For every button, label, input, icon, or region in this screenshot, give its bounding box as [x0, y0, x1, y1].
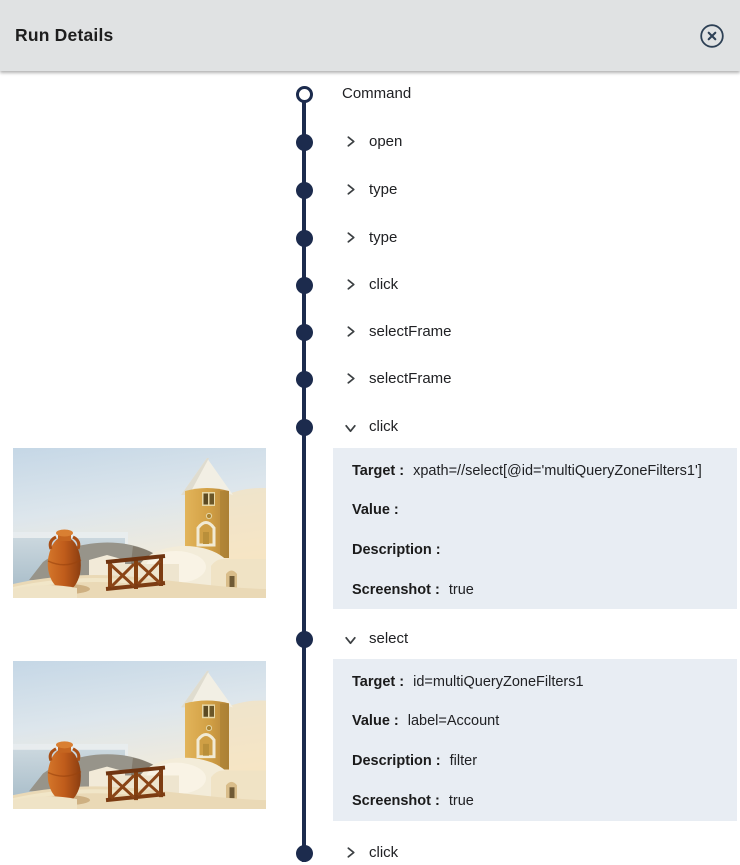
detail-value: id=multiQueryZoneFilters1: [413, 673, 584, 690]
timeline-node-dot: [296, 324, 313, 341]
page-title: Run Details: [15, 25, 114, 45]
command-label[interactable]: type: [369, 229, 398, 246]
detail-row-description: [352, 530, 737, 570]
detail-value: xpath=//select[@id='multiQueryZoneFilters1']: [413, 462, 702, 479]
chevron-right-icon[interactable]: [344, 183, 357, 196]
detail-value: true: [448, 581, 474, 598]
command-label[interactable]: click: [369, 276, 399, 293]
detail-row-value: [352, 702, 737, 742]
timeline-node-dot: [296, 845, 313, 862]
timeline-node-dot: [296, 182, 313, 199]
command-label[interactable]: open: [369, 133, 403, 150]
chevron-down-icon[interactable]: [344, 634, 357, 647]
timeline-item-open[interactable]: [0, 130, 740, 154]
timeline-item-selectframe[interactable]: [0, 320, 740, 344]
command-label[interactable]: click: [369, 418, 399, 435]
timeline-item-selectframe[interactable]: [0, 367, 740, 391]
run-details-body: [0, 71, 740, 862]
timeline-node-dot: [296, 371, 313, 388]
chevron-right-icon[interactable]: [344, 846, 357, 859]
detail-row-description: [352, 741, 737, 781]
chevron-right-icon[interactable]: [344, 135, 357, 148]
detail-label: Description :: [352, 752, 441, 769]
timeline-column-label: Command: [342, 85, 412, 102]
detail-label: Value :: [352, 502, 399, 519]
timeline-start-node: [296, 86, 313, 103]
detail-label: Value :: [352, 713, 399, 730]
chevron-down-icon[interactable]: [344, 422, 357, 435]
detail-row-screenshot: [352, 570, 737, 609]
run-details-header: [0, 0, 740, 71]
detail-value: filter: [449, 752, 478, 769]
timeline-item-click-expanded[interactable]: [0, 415, 740, 439]
command-label[interactable]: click: [369, 844, 399, 861]
timeline-item-click[interactable]: [0, 273, 740, 297]
detail-value: true: [448, 792, 474, 809]
command-label[interactable]: selectFrame: [369, 323, 452, 340]
detail-row-value: [352, 491, 737, 531]
command-label[interactable]: type: [369, 181, 398, 198]
detail-row-target: [352, 451, 737, 491]
timeline-item-type[interactable]: [0, 178, 740, 202]
chevron-right-icon[interactable]: [344, 278, 357, 291]
command-details-panel: [333, 659, 737, 821]
timeline-item-type[interactable]: [0, 226, 740, 250]
timeline-node-dot: [296, 419, 313, 436]
chevron-right-icon[interactable]: [344, 231, 357, 244]
screenshot-thumbnail[interactable]: [13, 448, 266, 598]
timeline-node-dot: [296, 277, 313, 294]
timeline-node-dot: [296, 631, 313, 648]
detail-label: Screenshot :: [352, 792, 440, 809]
santorini-photo-scene: [13, 448, 266, 598]
command-label[interactable]: selectFrame: [369, 370, 452, 387]
timeline-node-dot: [296, 134, 313, 151]
detail-row-target: [352, 662, 737, 702]
close-button[interactable]: [699, 23, 725, 49]
detail-row-screenshot: [352, 781, 737, 821]
timeline-line: [302, 93, 306, 862]
detail-label: Description :: [352, 541, 441, 558]
timeline-node-dot: [296, 230, 313, 247]
chevron-right-icon[interactable]: [344, 325, 357, 338]
detail-label: Target :: [352, 462, 405, 479]
detail-label: Target :: [352, 673, 405, 690]
command-details-panel: [333, 448, 737, 609]
command-label[interactable]: select: [369, 630, 409, 647]
detail-label: Screenshot :: [352, 581, 440, 598]
screenshot-thumbnail[interactable]: [13, 661, 266, 809]
timeline-item-click[interactable]: [0, 841, 740, 865]
chevron-right-icon[interactable]: [344, 372, 357, 385]
detail-value: label=Account: [407, 713, 500, 730]
timeline-item-select-expanded[interactable]: [0, 627, 740, 651]
circle-x-icon: [699, 23, 725, 49]
timeline-header-row: [0, 82, 740, 106]
